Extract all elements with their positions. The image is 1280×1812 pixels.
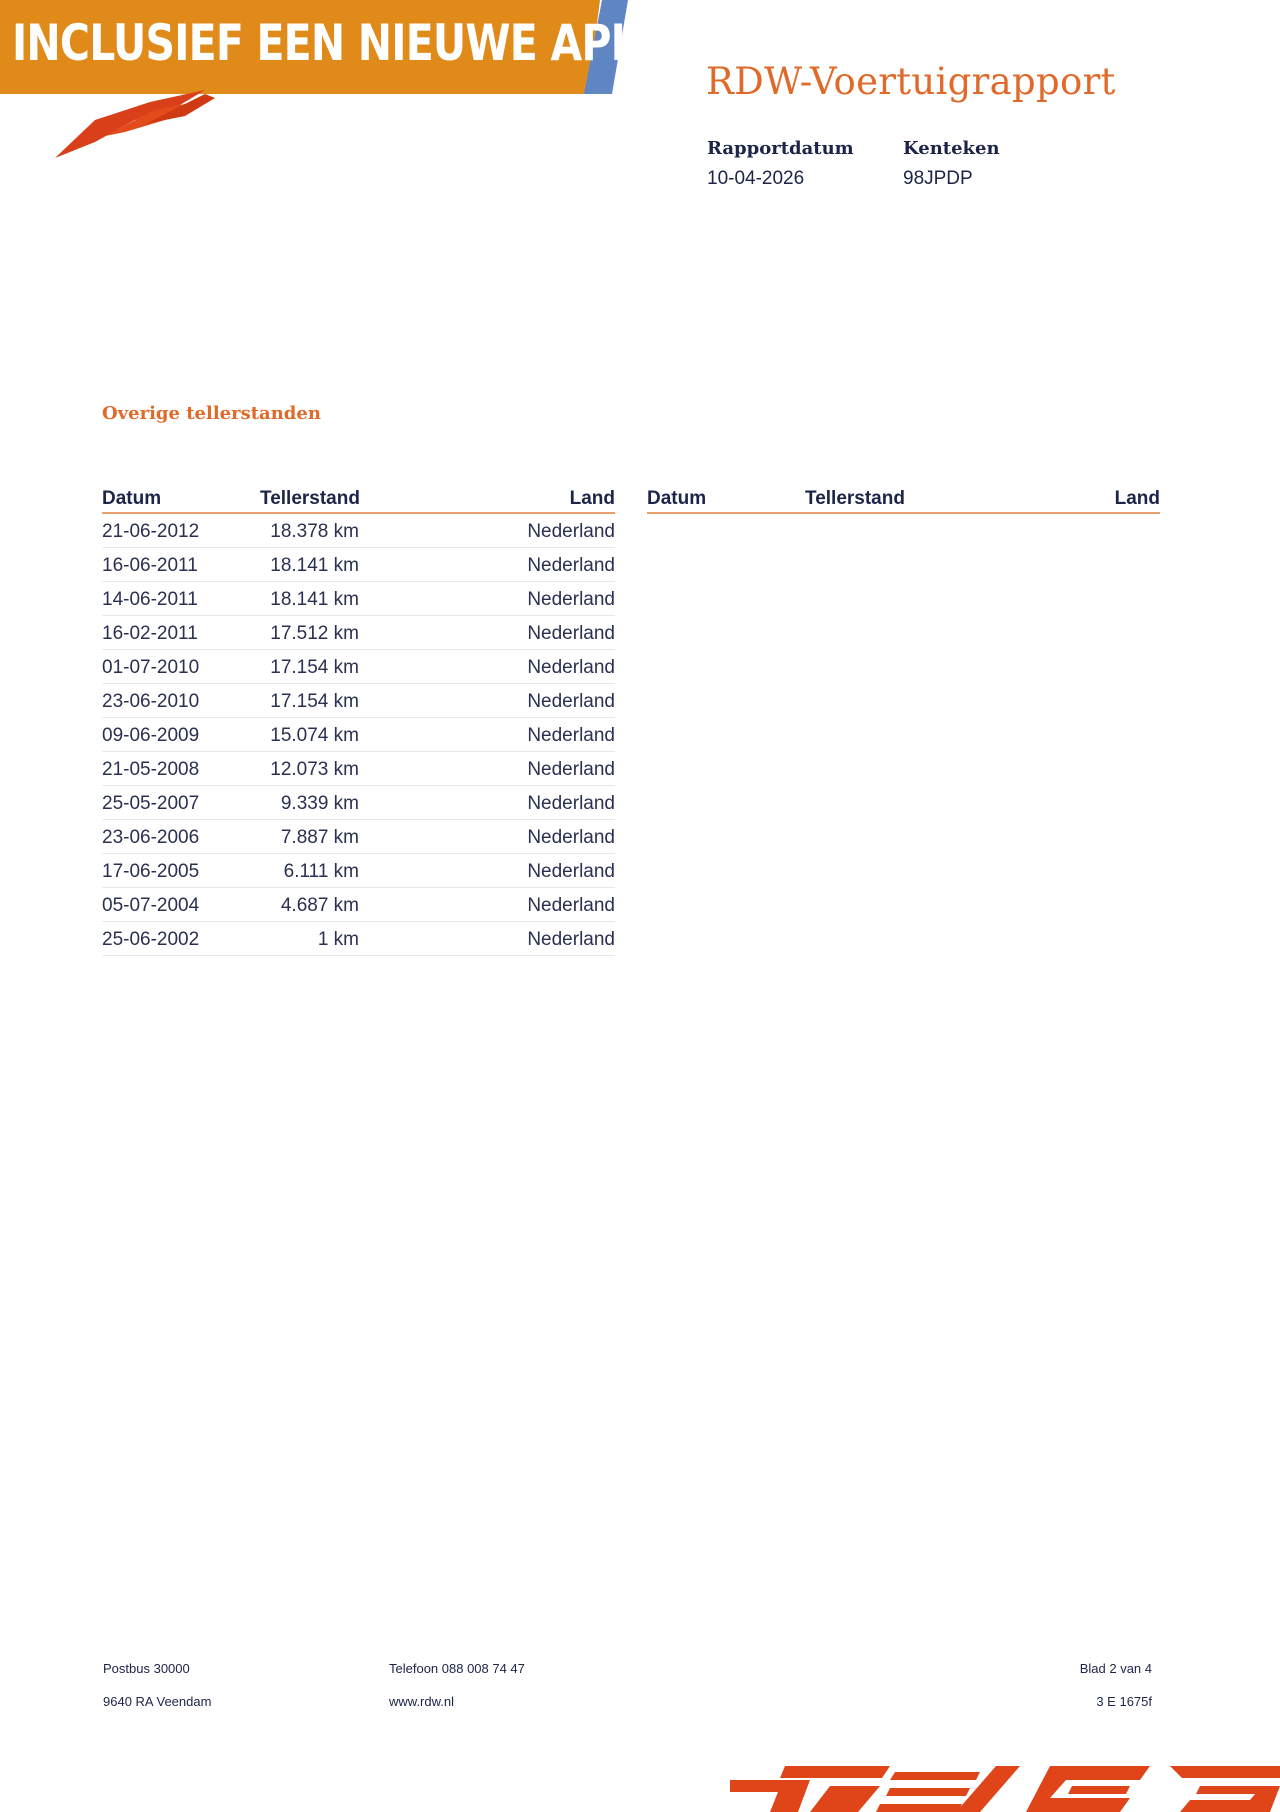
table-row: [102, 548, 615, 582]
kenteken-value: 98JPDP: [903, 168, 973, 189]
cell-land: Nederland: [527, 623, 615, 644]
cell-land: Nederland: [527, 725, 615, 746]
cell-tellerstand: 17.512 km: [270, 623, 359, 644]
cell-tellerstand: 12.073 km: [270, 759, 359, 780]
table-row: [102, 752, 615, 786]
cell-land: Nederland: [527, 589, 615, 610]
cell-land: Nederland: [527, 827, 615, 848]
cell-datum: 25-05-2007: [102, 793, 200, 814]
cell-datum: 21-06-2012: [102, 521, 200, 542]
table-header: [102, 488, 615, 514]
table-row: [102, 854, 615, 888]
table-row: [102, 922, 615, 956]
odometer-table-right: [647, 488, 1160, 514]
cell-tellerstand: 18.378 km: [270, 521, 359, 542]
cell-datum: 09-06-2009: [102, 725, 200, 746]
cell-tellerstand: 6.111 km: [283, 861, 359, 882]
footer-code: 3 E 1675f: [1096, 1694, 1152, 1709]
table-row: [102, 582, 615, 616]
table-row: [102, 786, 615, 820]
header-land: Land: [569, 488, 615, 509]
cell-land: Nederland: [527, 793, 615, 814]
cell-land: Nederland: [527, 521, 615, 542]
cell-datum: 25-06-2002: [102, 929, 200, 950]
cell-tellerstand: 18.141 km: [270, 589, 359, 610]
cell-tellerstand: 1 km: [317, 929, 359, 950]
cell-land: Nederland: [527, 691, 615, 712]
kenteken-label: Kenteken: [903, 138, 1000, 159]
cell-land: Nederland: [527, 895, 615, 916]
table-row: [102, 684, 615, 718]
odometer-table-left: [102, 488, 615, 956]
rapportdatum-label: Rapportdatum: [707, 138, 854, 159]
cell-land: Nederland: [527, 555, 615, 576]
cell-datum: 01-07-2010: [102, 657, 200, 678]
cell-tellerstand: 9.339 km: [280, 793, 359, 814]
section-title: Overige tellerstanden: [102, 403, 321, 424]
cell-datum: 23-06-2006: [102, 827, 200, 848]
cell-land: Nederland: [527, 861, 615, 882]
rapportdatum-value: 10-04-2026: [707, 168, 805, 189]
cell-datum: 17-06-2005: [102, 861, 200, 882]
rdw-stripes-graphic: [730, 1758, 1280, 1812]
header-tellerstand: Tellerstand: [805, 488, 905, 509]
cell-datum: 21-05-2008: [102, 759, 200, 780]
table-row: [102, 888, 615, 922]
header-land: Land: [1114, 488, 1160, 509]
cell-datum: 14-06-2011: [102, 589, 198, 610]
cell-tellerstand: 7.887 km: [280, 827, 359, 848]
rdw-logo-icon: [55, 80, 215, 160]
cell-datum: 05-07-2004: [102, 895, 200, 916]
cell-tellerstand: 4.687 km: [280, 895, 359, 916]
cell-datum: 16-02-2011: [102, 623, 198, 644]
cell-land: Nederland: [527, 929, 615, 950]
cell-tellerstand: 18.141 km: [270, 555, 359, 576]
cell-land: Nederland: [527, 759, 615, 780]
header-datum: Datum: [647, 488, 707, 509]
table-body: [102, 514, 615, 956]
table-row: [102, 514, 615, 548]
cell-datum: 16-06-2011: [102, 555, 198, 576]
footer-website[interactable]: www.rdw.nl: [389, 1694, 455, 1709]
cell-tellerstand: 17.154 km: [270, 657, 359, 678]
cell-datum: 23-06-2010: [102, 691, 200, 712]
footer-address: 9640 RA Veendam: [103, 1694, 212, 1709]
cell-tellerstand: 15.074 km: [270, 725, 359, 746]
table-row: [102, 650, 615, 684]
table-row: [102, 718, 615, 752]
cell-tellerstand: 17.154 km: [270, 691, 359, 712]
banner-text: INCLUSIEF EEN NIEUWE APK: [12, 14, 642, 72]
header-tellerstand: Tellerstand: [260, 488, 360, 509]
footer-page-number: Blad 2 van 4: [1079, 1661, 1152, 1676]
table-row: [102, 616, 615, 650]
table-row: [102, 820, 615, 854]
report-title: RDW-Voertuigrapport: [706, 60, 1116, 103]
footer-telefoon: Telefoon 088 008 74 47: [389, 1661, 525, 1676]
cell-land: Nederland: [527, 657, 615, 678]
footer-postbus: Postbus 30000: [103, 1661, 190, 1676]
header-datum: Datum: [102, 488, 162, 509]
table-header: [647, 488, 1160, 514]
